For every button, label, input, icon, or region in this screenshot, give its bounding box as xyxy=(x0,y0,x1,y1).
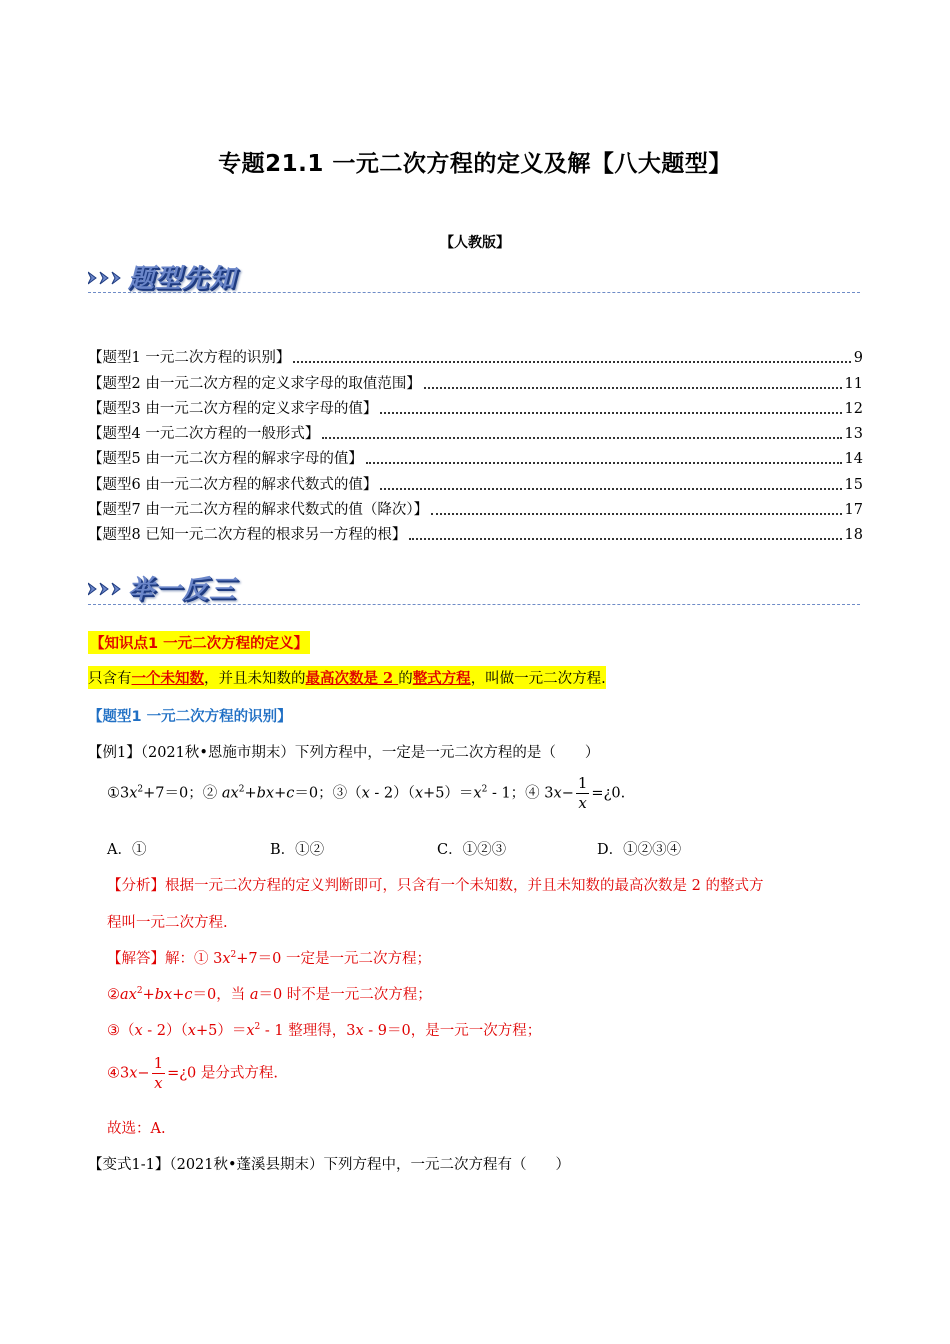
toc-item[interactable]: 【题型8 已知一元二次方程的根求另一方程的根】 18 xyxy=(88,527,863,544)
answer-line-1: 【解答】解：① $3x^2+7=0$ 一定是一元二次方程； xyxy=(107,950,431,967)
choice-d[interactable]: D．①②③④ xyxy=(597,842,682,858)
toc-item[interactable]: 【题型7 由一元二次方程的解求代数式的值（降次）】 17 xyxy=(88,502,863,519)
banner-title: 举一反三 xyxy=(128,575,237,605)
variant-question: 【变式1-1】（2021秋•蓬溪县期末）下列方程中，一元二次方程有（ ） xyxy=(88,1157,571,1173)
equation-list: $①3x^2+7=0$；② $ax^2+bx+c=0$；③（x - $2)(x+5)=x^2 - 1$；④ 3x− $\frac{1}{x}$ =¿0. xyxy=(107,774,626,812)
analysis-text: 【分析】根据一元二次方程的定义判断即可，只含有一个未知数，并且未知数的最高次数是 2 的整式方 xyxy=(107,878,764,894)
banner-title: 题型先知 xyxy=(128,264,237,294)
answer-line-3: ③（x - $2)(x+5)=x^2 - 1$ 整理得，3x - 9＝0，是一元一次方程； xyxy=(107,1022,542,1039)
triple-arrow-icon xyxy=(88,268,128,288)
answer-line-4: ④3x− $\frac{1}{x}$ =¿0 是分式方程. xyxy=(107,1054,278,1092)
toc-item[interactable]: 【题型2 由一元二次方程的定义求字母的取值范围】 11 xyxy=(88,375,863,392)
choice-a[interactable]: A．① xyxy=(107,842,147,858)
toc-item[interactable]: 【题型5 由一元二次方程的解求字母的值】 14 xyxy=(88,451,863,468)
answer-conclusion: 故选：A. xyxy=(107,1121,166,1137)
divider xyxy=(88,292,860,293)
toc-item[interactable]: 【题型4 一元二次方程的一般形式】 13 xyxy=(88,426,863,443)
toc-item[interactable]: 【题型3 由一元二次方程的定义求字母的值】 12 xyxy=(88,400,863,417)
analysis-text-cont: 程叫一元二次方程. xyxy=(107,915,228,931)
toc-item[interactable]: 【题型1 一元二次方程的识别】 9 xyxy=(88,350,863,367)
table-of-contents xyxy=(88,343,863,545)
toc-item[interactable]: 【题型6 由一元二次方程的解求代数式的值】 15 xyxy=(88,476,863,493)
question-type-heading: 【题型1 一元二次方程的识别】 xyxy=(88,709,292,725)
choice-c[interactable]: C．①②③ xyxy=(437,842,507,858)
triple-arrow-icon xyxy=(88,579,128,599)
answer-line-2: $②ax^2+bx+c=0$，当 a＝0 时不是一元二次方程； xyxy=(107,986,432,1003)
definition-text: 只含有一个未知数，并且未知数的最高次数是 2 的整式方程，叫做一元二次方程. xyxy=(88,666,606,689)
example-question: 【例1】（2021秋•恩施市期末）下列方程中，一定是一元二次方程的是（ ） xyxy=(88,745,600,761)
knowledge-point-heading: 【知识点1 一元二次方程的定义】 xyxy=(88,631,310,654)
edition-label: 【人教版】 xyxy=(440,235,510,251)
divider xyxy=(88,604,860,605)
choice-b[interactable]: B．①② xyxy=(270,842,325,858)
page-title: 专题21.1 一元二次方程的定义及解【八大题型】 xyxy=(218,151,732,177)
